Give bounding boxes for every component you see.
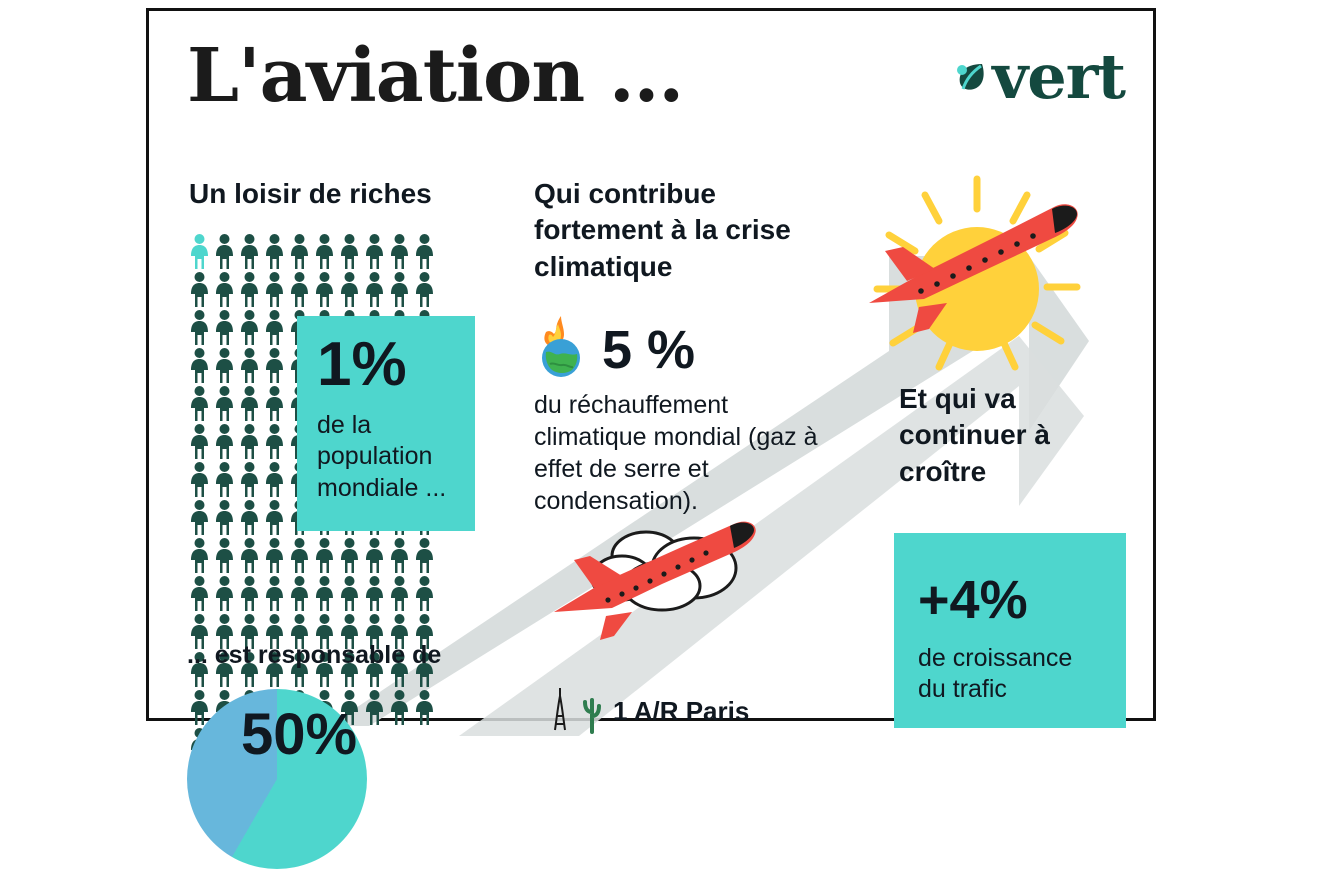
person-icon	[237, 385, 262, 423]
logo-text: vert	[992, 40, 1125, 113]
person-icon	[262, 347, 287, 385]
person-icon	[312, 233, 337, 271]
brand-logo	[952, 40, 1125, 113]
person-icon	[262, 423, 287, 461]
person-icon	[212, 499, 237, 537]
stat-value-traffic: +4%	[918, 570, 1028, 630]
person-icon	[212, 271, 237, 309]
person-icon	[312, 537, 337, 575]
person-icon	[237, 233, 262, 271]
person-icon	[237, 537, 262, 575]
stat-value-climate: 5 %	[602, 319, 696, 380]
person-icon	[212, 233, 237, 271]
leaf-icon	[952, 58, 990, 96]
person-icon	[287, 575, 312, 613]
person-icon	[262, 461, 287, 499]
person-icon	[237, 347, 262, 385]
eiffel-tower-icon	[549, 686, 571, 737]
trip-label: 1 A/R Paris	[613, 696, 750, 726]
person-icon	[412, 233, 437, 271]
person-icon	[262, 499, 287, 537]
person-icon	[412, 537, 437, 575]
person-icon	[187, 575, 212, 613]
page-title: L'aviation ...	[187, 33, 684, 119]
person-icon	[412, 575, 437, 613]
person-icon	[387, 575, 412, 613]
person-icon	[412, 689, 437, 727]
middle-column-caption: du réchauffement climatique mondial (gaz à effet de serre et condensation).	[534, 391, 818, 515]
person-icon	[312, 271, 337, 309]
sun-and-plane-illustration	[849, 171, 1129, 381]
left-column-heading: Un loisir de riches	[189, 178, 432, 209]
stat-caption-population: de la population mondiale ...	[317, 411, 447, 502]
person-icon	[287, 537, 312, 575]
trip-label-row	[549, 686, 749, 737]
person-icon	[262, 271, 287, 309]
person-icon	[337, 537, 362, 575]
person-icon	[312, 575, 337, 613]
stat-caption-traffic: de croissance du trafic	[918, 644, 1073, 704]
person-icon	[262, 233, 287, 271]
person-icon	[237, 423, 262, 461]
stat-climate	[534, 316, 695, 383]
person-icon	[212, 309, 237, 347]
person-icon	[212, 423, 237, 461]
person-icon	[362, 537, 387, 575]
person-icon	[287, 233, 312, 271]
person-icon	[262, 537, 287, 575]
person-icon	[262, 385, 287, 423]
person-icon	[262, 309, 287, 347]
person-icon	[337, 575, 362, 613]
person-icon	[387, 271, 412, 309]
person-icon	[212, 385, 237, 423]
person-icon	[212, 347, 237, 385]
person-icon	[212, 537, 237, 575]
person-icon	[387, 233, 412, 271]
person-icon	[362, 689, 387, 727]
stat-card-traffic	[894, 533, 1126, 728]
person-icon	[212, 575, 237, 613]
left-column-footer: ... est responsable de	[187, 641, 442, 669]
right-column-heading: Et qui va continuer à croître	[899, 383, 1050, 487]
person-icon	[362, 575, 387, 613]
burning-earth-icon	[534, 316, 588, 383]
person-icon	[412, 271, 437, 309]
person-icon	[212, 461, 237, 499]
person-icon	[387, 537, 412, 575]
stat-card-population	[297, 316, 475, 531]
person-icon	[387, 689, 412, 727]
person-icon	[187, 537, 212, 575]
person-icon	[187, 309, 212, 347]
person-icon	[187, 347, 212, 385]
person-icon	[287, 271, 312, 309]
person-icon	[362, 233, 387, 271]
middle-column-heading: Qui contribue fortement à la crise climatique	[534, 178, 791, 282]
person-icon	[362, 271, 387, 309]
person-icon	[187, 461, 212, 499]
infographic-poster	[146, 8, 1156, 767]
person-icon	[187, 499, 212, 537]
person-icon	[237, 271, 262, 309]
person-icon	[187, 423, 212, 461]
pie-chart-label: 50%	[241, 702, 358, 767]
person-icon	[237, 575, 262, 613]
stat-value-population: 1%	[317, 330, 407, 399]
plane-with-clouds-illustration	[534, 516, 794, 651]
person-icon	[237, 309, 262, 347]
person-icon	[187, 233, 212, 271]
person-icon	[337, 233, 362, 271]
person-icon	[187, 385, 212, 423]
person-icon	[262, 575, 287, 613]
person-icon	[237, 499, 262, 537]
person-icon	[337, 271, 362, 309]
person-icon	[237, 461, 262, 499]
person-icon	[187, 271, 212, 309]
cactus-icon	[581, 686, 603, 737]
